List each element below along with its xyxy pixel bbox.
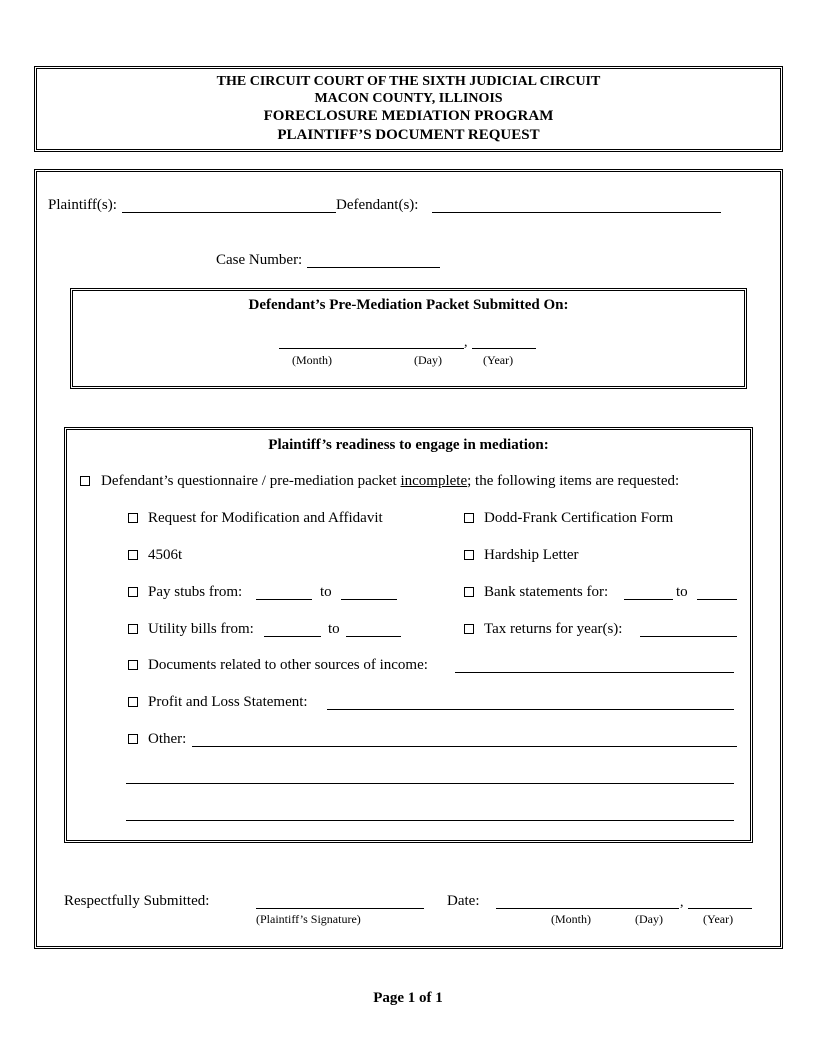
- bank-statements-from-field[interactable]: [624, 599, 673, 600]
- incomplete-checkbox[interactable]: [80, 476, 90, 486]
- incomplete-word: incomplete: [400, 473, 468, 489]
- form-4506t-label: 4506t: [148, 547, 183, 563]
- tax-returns-field[interactable]: [640, 636, 737, 637]
- court-name: THE CIRCUIT COURT OF THE SIXTH JUDICIAL CIRCUIT: [216, 74, 601, 89]
- packet-day-label: (Day): [414, 353, 442, 367]
- other-income-label: Documents related to other sources of income:: [148, 657, 428, 673]
- date-day-label: (Day): [635, 912, 663, 926]
- form-title: PLAINTIFF’S DOCUMENT REQUEST: [277, 127, 540, 143]
- incomplete-prefix: Defendant’s questionnaire / pre-mediation packet: [101, 473, 401, 489]
- tax-returns-checkbox[interactable]: [464, 624, 474, 634]
- bank-statements-to-field[interactable]: [697, 599, 737, 600]
- packet-month-day-field[interactable]: [279, 348, 464, 349]
- pay-stubs-from-field[interactable]: [256, 599, 312, 600]
- signature-field[interactable]: [256, 908, 424, 909]
- hardship-checkbox[interactable]: [464, 550, 474, 560]
- packet-month-label: (Month): [292, 353, 332, 367]
- bank-statements-checkbox[interactable]: [464, 587, 474, 597]
- pay-stubs-to-field[interactable]: [341, 599, 397, 600]
- profit-loss-field[interactable]: [327, 709, 734, 710]
- dodd-frank-label: Dodd-Frank Certification Form: [484, 510, 674, 526]
- tax-returns-label: Tax returns for year(s):: [484, 621, 623, 637]
- profit-loss-checkbox[interactable]: [128, 697, 138, 707]
- packet-year-label: (Year): [483, 353, 514, 367]
- defendant-field[interactable]: [432, 212, 721, 213]
- date-comma: ,: [680, 895, 684, 910]
- incomplete-suffix: ; the following items are requested:: [467, 473, 680, 489]
- defendant-label: Defendant(s):: [336, 197, 419, 213]
- pay-stubs-label: Pay stubs from:: [148, 584, 243, 600]
- bank-statements-to-label: to: [676, 584, 688, 600]
- utility-bills-from-field[interactable]: [264, 636, 321, 637]
- packet-year-field[interactable]: [472, 348, 536, 349]
- profit-loss-label: Profit and Loss Statement:: [148, 694, 308, 710]
- other-label: Other:: [148, 731, 187, 747]
- form-header: [34, 66, 783, 152]
- case-number-field[interactable]: [307, 267, 440, 268]
- other-checkbox[interactable]: [128, 734, 138, 744]
- modification-label: Request for Modification and Affidavit: [148, 510, 383, 526]
- date-year-label: (Year): [703, 912, 734, 926]
- readiness-title: Plaintiff’s readiness to engage in mediation:: [268, 437, 549, 453]
- date-month-label: (Month): [551, 912, 591, 926]
- pay-stubs-to-label: to: [320, 584, 332, 600]
- plaintiff-field[interactable]: [122, 212, 336, 213]
- modification-checkbox[interactable]: [128, 513, 138, 523]
- signature-label: (Plaintiff’s Signature): [256, 912, 361, 926]
- utility-bills-label: Utility bills from:: [148, 621, 254, 637]
- incomplete-statement: [101, 473, 679, 490]
- other-continuation-line-2[interactable]: [126, 820, 734, 821]
- packet-title: Defendant’s Pre-Mediation Packet Submitted On:: [248, 297, 569, 313]
- page-number: Page 1 of 1: [373, 990, 443, 1006]
- date-month-day-field[interactable]: [496, 908, 679, 909]
- county-name: MACON COUNTY, ILLINOIS: [314, 91, 503, 106]
- other-field[interactable]: [192, 746, 737, 747]
- plaintiff-label: Plaintiff(s):: [48, 197, 117, 213]
- dodd-frank-checkbox[interactable]: [464, 513, 474, 523]
- bank-statements-label: Bank statements for:: [484, 584, 609, 600]
- program-name: FORECLOSURE MEDIATION PROGRAM: [263, 108, 554, 124]
- utility-bills-to-field[interactable]: [346, 636, 401, 637]
- date-label: Date:: [447, 893, 480, 909]
- form-4506t-checkbox[interactable]: [128, 550, 138, 560]
- pay-stubs-checkbox[interactable]: [128, 587, 138, 597]
- other-income-checkbox[interactable]: [128, 660, 138, 670]
- utility-bills-to-label: to: [328, 621, 340, 637]
- utility-bills-checkbox[interactable]: [128, 624, 138, 634]
- other-income-field[interactable]: [455, 672, 734, 673]
- other-continuation-line-1[interactable]: [126, 783, 734, 784]
- hardship-label: Hardship Letter: [484, 547, 579, 563]
- date-year-field[interactable]: [688, 908, 752, 909]
- packet-comma: ,: [464, 335, 468, 350]
- submitted-label: Respectfully Submitted:: [64, 893, 210, 909]
- case-number-label: Case Number:: [216, 252, 303, 268]
